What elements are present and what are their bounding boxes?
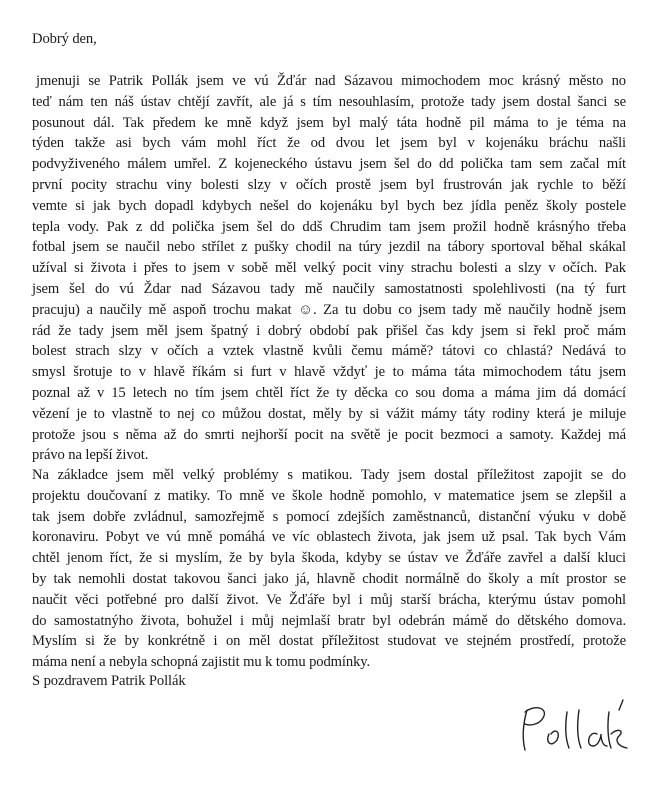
text-line: vemte si jak bych dopadl kdybych nešel do kojenáku byl bych bez jídla peněz školy postele	[32, 197, 626, 214]
text-line: užíval si života i přes to jsem v sobě měl velký pocit viny strachu bolesti a slzy v očích. Pak	[32, 260, 626, 277]
text-line: vězení je to vlastně to nej co můžou dostat, měly by si vážit mámy táty rodiny která je miluje	[32, 405, 626, 422]
greeting: Dobrý den,	[32, 31, 97, 47]
text-line: naučit věci potřebné pro další život. Ve Žďáře byl i můj starší brácha, kterýmu ústav pomohl	[32, 591, 626, 608]
text-line: poznal až v 15 letech no tím jsem chtěl říct že ty děcka co sou doma a máma jim dá domácí	[32, 385, 626, 401]
text-line: protože jsou s něma až do smrti nejhorší pocit na světě je pocit bezmoci a samoty. Každej má	[32, 426, 626, 443]
handwritten-signature	[505, 690, 645, 760]
text-line: týden takže asi bych vám mohl říct že od dvou let jsem byl v kojenáku bráchu našli	[32, 135, 626, 152]
text-line: smysl šrotuje to v hlavě říkám si furt v hlavě vždyť je to máma táta mimochodem tátu jsem	[32, 364, 626, 381]
text-line: právo na lepší život.	[32, 447, 149, 464]
text-line: tepla vody. Pak z dd polička jsem šel do ddš Chrudim tam jsem prožil hodně krásnýho třeba	[32, 218, 626, 235]
text-line: by tak nemohli dostat takovou šanci jako já, hlavně chodit normálně do školy a mít prostor se	[32, 571, 626, 587]
text-line: posunout dál. Tak předem ke mně když jsem byl malý táta hodně pil máma to je téma na	[32, 114, 626, 131]
text-line: projektu doučovaní z matiky. To mně ve škole hodně pomohlo, v matematice jsem se zlepšil a	[32, 487, 626, 504]
text-line: Na základce jsem měl velký problémy s matikou. Tady jsem dostal příležitost zapojit se do	[32, 467, 626, 483]
text-line: tak jsem dobře zvládnul, samozřejmě s pomocí zdejších zaměstnanců, distanční výuku v době	[32, 508, 626, 525]
text-line: rád že tady jsem měl jsem špatný i dobrý období pak přišel čas kdy jsem si řekl proč mám	[32, 322, 626, 339]
text-line: teď nám ten náš ústav chtějí zavřít, ale já s tím nesouhlasím, protože tady jsem dostal šanci se	[32, 93, 626, 110]
text-line: máma není a nebyla schopná zajistit mu k tomu podmínky.	[32, 654, 371, 671]
text-line: do samostatnýho života, bohužel i můj nejmlaší bratr byl odebrán mámě do dětského domova.	[32, 612, 626, 629]
closing: S pozdravem Patrik Pollák	[32, 673, 186, 689]
text-line: první pocity strachu viny bolesti slzy v očích prostě jsem byl frustrován jak rychle to běží	[32, 177, 626, 193]
text-line: Myslím si že by konkrétně i on měl dostat příležitost studovat ve stejném prostředí, protože	[32, 633, 626, 650]
text-line: bolest strach slzy v očích a vztek vlastně kvůli čemu mámě? tátovi co chlastá? Nedává to	[32, 343, 626, 360]
text-line: chtěl jenom říct, že si myslím, že by byla škoda, kdyby se ústav ve Žďáře zavřel a další kluci	[32, 550, 626, 567]
text-line: pracuju) a naučily mě aspoň trochu makat ☺. Za tu dobu co jsem tady mě naučily hodně jsem	[32, 301, 626, 318]
text-line: podvyživeného málem umřel. Z kojeneckého ústavu jsem šel do dd polička tam sem začal mít	[32, 156, 626, 173]
text-line: jmenuji se Patrik Pollák jsem ve vú Žďár nad Sázavou mimochodem moc krásný město no	[36, 73, 626, 89]
text-line: jsem šel do vú Ždar nad Sázavou tady mě naučily samostatnosti spolehlivosti (na tý furt	[32, 281, 626, 297]
text-line: koronaviru. Pobyt ve vú mně pomáhá ve víc oblastech života, jak jsem už psal. Tak bych Vám	[32, 529, 626, 546]
text-line: fotbal jsem se naučil nebo střílet z pušky chodil na túry jezdil na tábory sportoval běhal skákal	[32, 239, 626, 256]
